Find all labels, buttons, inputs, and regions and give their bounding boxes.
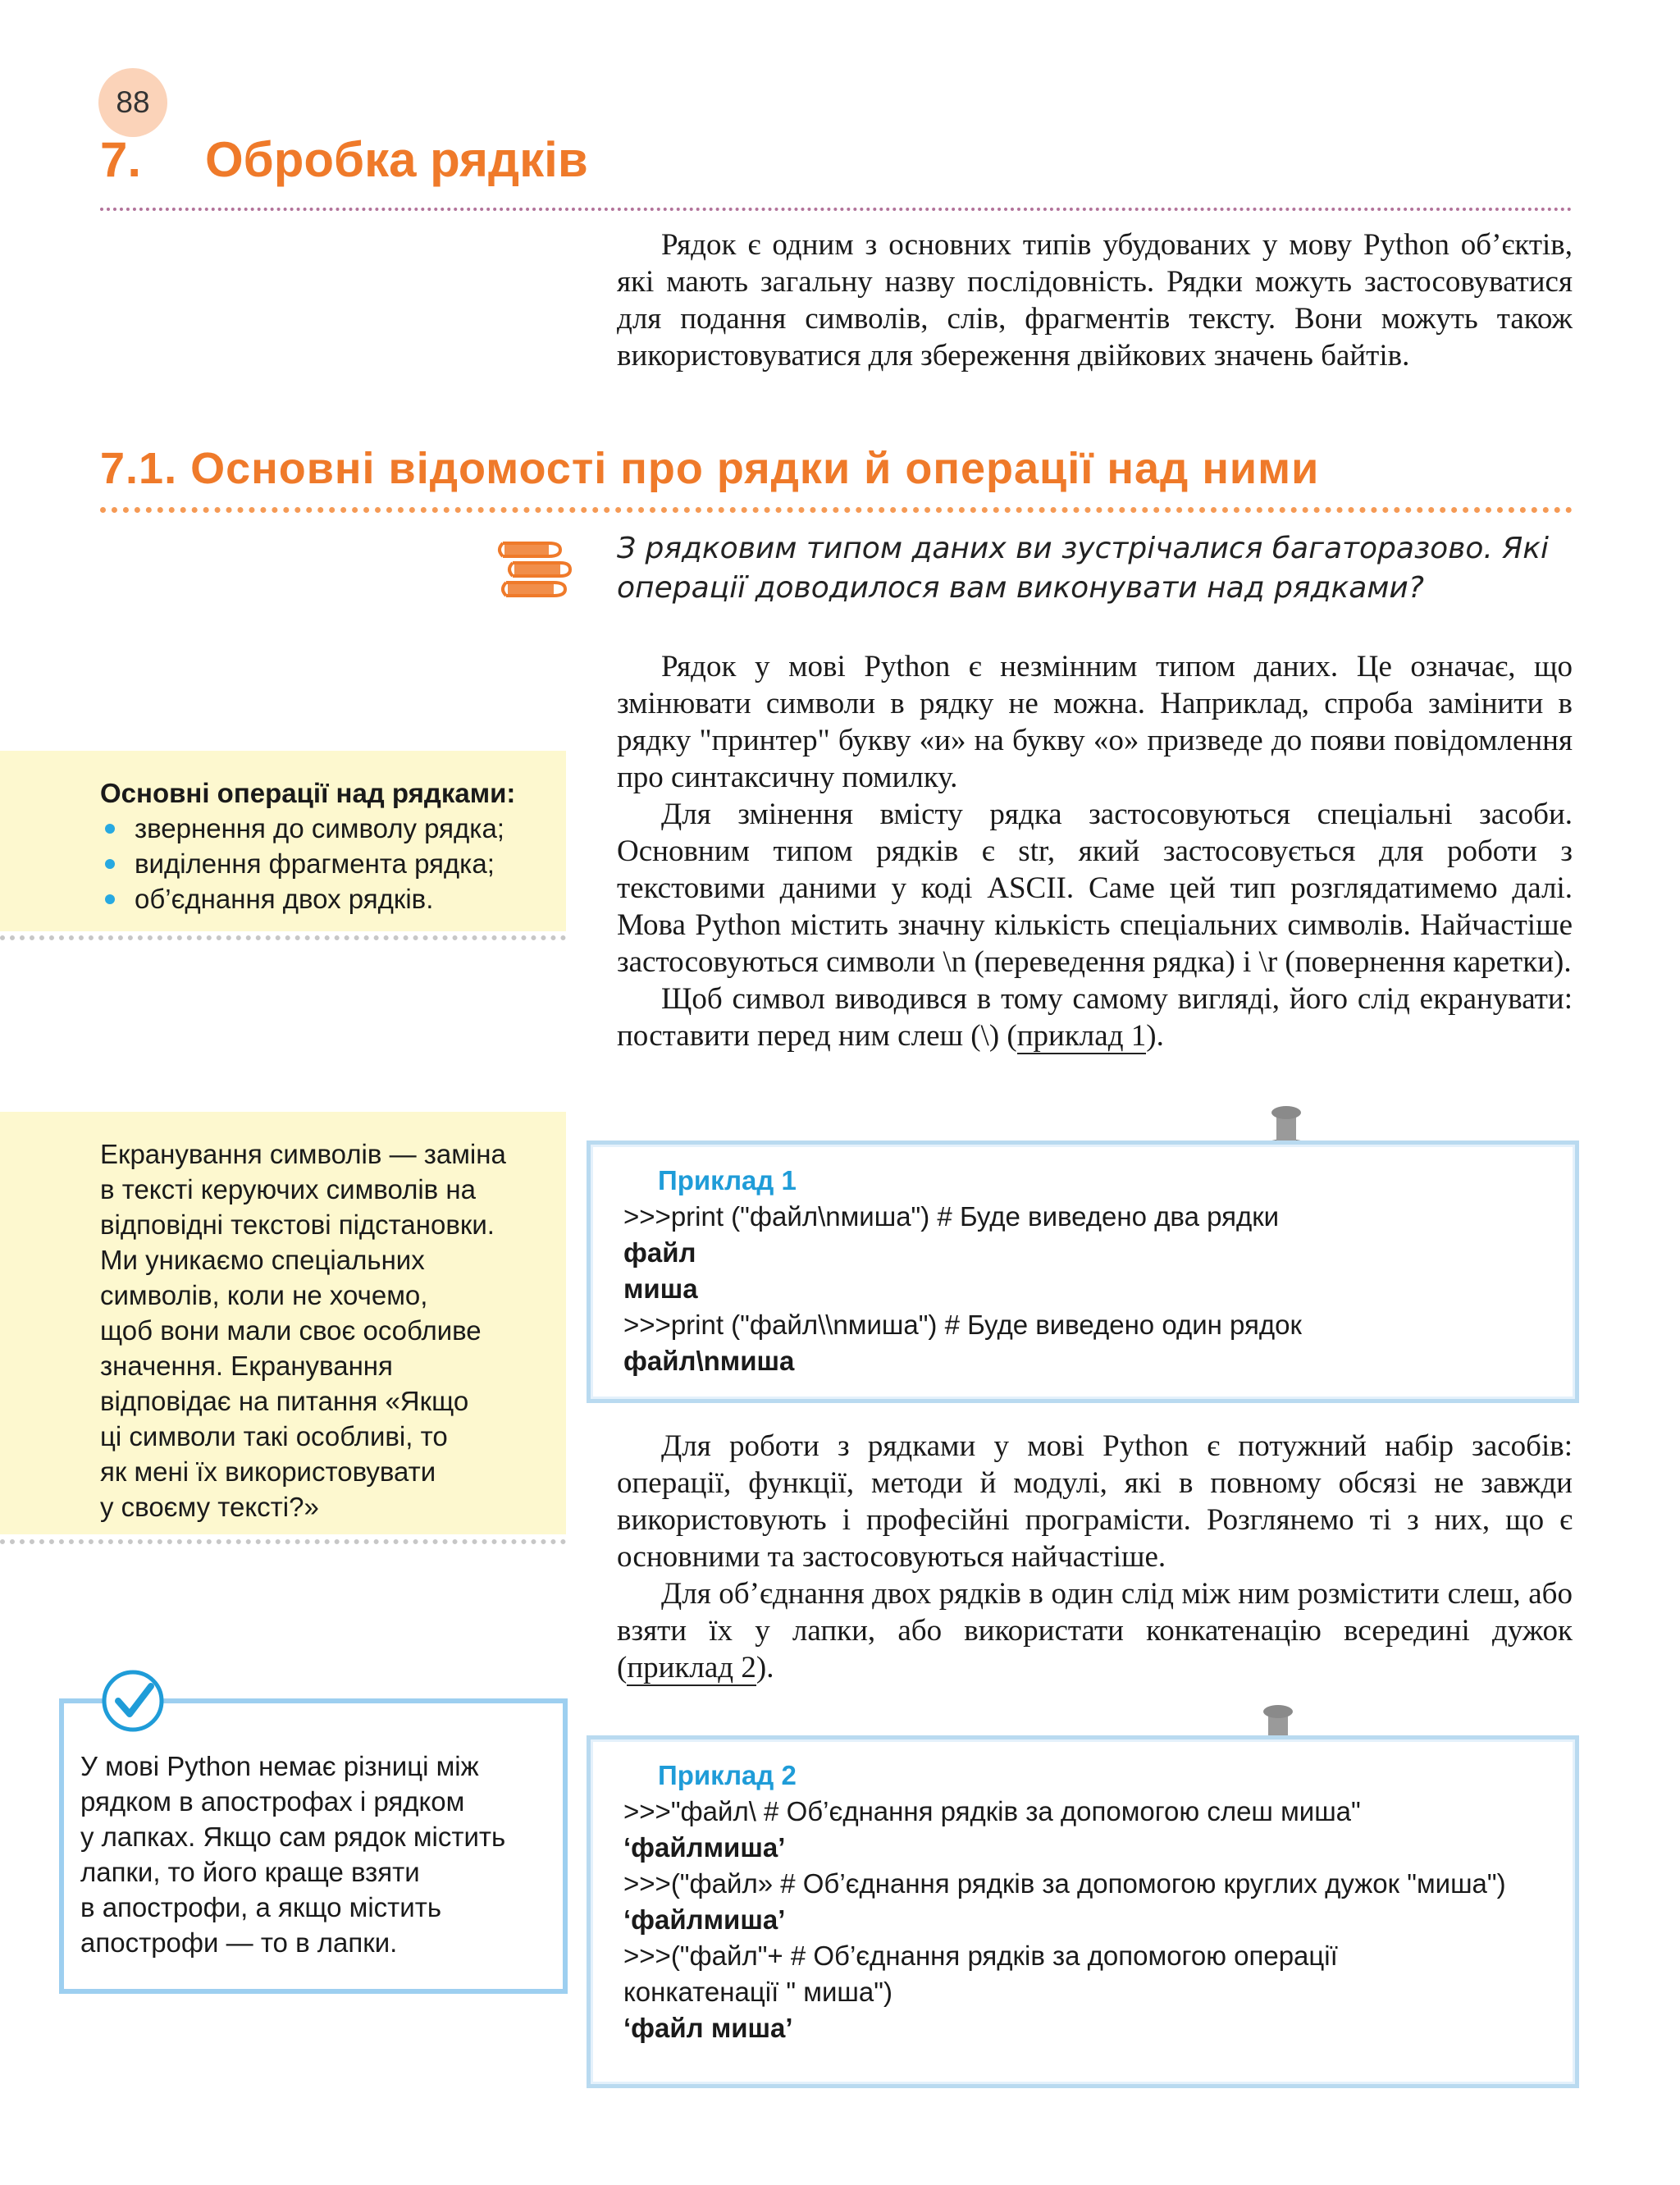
text-after-example-1 [617,1428,1573,1686]
note-line: апострофи — то в лапки. [80,1927,398,1958]
operations-list [100,811,566,917]
example-1-title: Приклад 1 [658,1165,797,1195]
sidebar-operations-heading: Основні операції над рядками: [100,778,516,808]
output-line: файл\nмиша [623,1346,795,1376]
note-line: в апострофи, а якщо містить [80,1892,442,1922]
example-2-link[interactable]: приклад 2 [627,1651,756,1684]
sidebar-line: Ми уникаємо спеціальних [100,1245,425,1275]
chapter-number: 7. [100,132,142,187]
paragraph-4: Для роботи з рядками у мові Python є потужний набір засобів: операції, функції, методи й модулі, які в повному обсязі не завжди використовують і професійні програмісти. Розглянемо ті з них, що є основними та застосовуються найчастіше. [617,1429,1573,1574]
chapter-divider [100,208,1573,211]
example-2-title: Приклад 2 [658,1760,797,1790]
sidebar-line: символів, коли не хочемо, [100,1280,428,1310]
code-line: >>>"файл\ # Об’єднання рядків за допомогою слеш миша" [623,1796,1361,1826]
paragraph-3-tail: ). [1146,1019,1164,1053]
code-line: >>>print ("файл\\nмиша") # Буде виведено один рядок [623,1310,1302,1340]
list-item: виділення фрагмента рядка; [100,846,566,881]
books-icon [496,532,574,610]
example-1-link[interactable]: приклад 1 [1016,1019,1147,1053]
sidebar-divider [0,1539,566,1544]
sidebar-operations [0,751,566,931]
section-divider [100,507,1573,513]
chapter-title-text: Обробка рядків [205,132,588,187]
paragraph-5-tail: ). [756,1651,774,1684]
code-line: >>>("файл"+ # Об’єднання рядків за допомогою операції [623,1940,1338,1971]
section-title: 7.1. Основні відомості про рядки й операції над ними [100,444,1320,493]
paragraph-2: Для змінення вмісту рядка застосовуються спеціальні засоби. Основним типом рядків є str, який застосовується для роботи з текстовими даними у коді ASCII. Саме цей тип розглядатимемо далі. Мова Python містить значну кількість спеціальних символів. Найчастіше застосовуються символи \n (переведення рядка) і \r (повернення каретки). [617,798,1573,979]
output-line: ‘файлмиша’ [623,1832,786,1863]
paragraph-3 [617,981,1573,1054]
sidebar-line: у своєму тексті?» [100,1492,319,1522]
intro-paragraph [617,226,1573,374]
chapter-title [100,131,588,188]
sidebar-line: ці символи такі особливі, то [100,1421,448,1451]
sidebar-line: Екранування символів — заміна [100,1139,506,1169]
note-line: рядком в апострофах і рядком [80,1786,465,1817]
output-line: ‘файлмиша’ [623,1904,786,1935]
paragraph-3-text: Щоб символ виводився в тому самому вигляді, його слід екранувати: поставити перед ним слеш (\) ( [617,982,1573,1053]
sidebar-line: як мені їх використовувати [100,1456,436,1487]
example-2-box [587,1735,1579,2088]
intro-text: Рядок є одним з основних типів убудованих у мову Python об’єктів, які мають загальну назву послідовність. Рядки можуть застосовуватися для подання символів, слів, фрагментів тексту. Вони можуть також використовуватися для збереження двійкових значень байтів. [617,228,1573,373]
sidebar-line: відповідає на питання «Якщо [100,1386,469,1416]
sidebar-line: в тексті керуючих символів на [100,1174,476,1204]
note-box [59,1698,568,1994]
paragraph-1: Рядок у мові Python є незмінним типом даних. Це означає, що змінювати символи в рядку не можна. Наприклад, спроба замінити в рядку "принтер" букву «и» на букву «о» призведе до появи повідомлення про синтаксичну помилку. [617,650,1573,794]
output-line: ‘файл миша’ [623,2013,793,2043]
page-number: 88 [98,68,167,137]
sidebar-escaping [0,1112,566,1534]
sidebar-line: значення. Екранування [100,1351,393,1381]
note-line: у лапках. Якщо сам рядок містить [80,1822,506,1852]
output-line: файл [623,1237,696,1268]
list-item: об’єднання двох рядків. [100,881,566,917]
code-line: >>>("файл» # Об’єднання рядків за допомогою круглих дужок "миша") [623,1868,1506,1899]
code-line: конкатенації " миша") [623,1977,892,2007]
main-text [617,648,1573,1054]
output-line: миша [623,1273,698,1304]
sidebar-line: щоб вони мали своє особливе [100,1315,482,1346]
sidebar-divider [0,935,566,940]
note-line: лапки, то його краще взяти [80,1857,420,1887]
code-line: >>>print ("файл\nмиша") # Буде виведено два рядки [623,1201,1280,1232]
sidebar-line: відповідні текстові підстановки. [100,1209,495,1240]
checkmark-icon [100,1668,166,1734]
example-1-box [587,1140,1579,1403]
note-line: У мові Python немає різниці між [80,1751,479,1781]
paragraph-5-text: Для об’єднання двох рядків в один слід між ним розмістити слеш, або взяти їх у лапки, або використати конкатенацію всередині дужок ( [617,1577,1573,1684]
list-item: звернення до символу рядка; [100,811,566,846]
question-text: З рядковим типом даних ви зустрічалися багаторазово. Які операції доводилося вам виконувати над рядками? [617,532,1550,605]
paragraph-5 [617,1575,1573,1686]
